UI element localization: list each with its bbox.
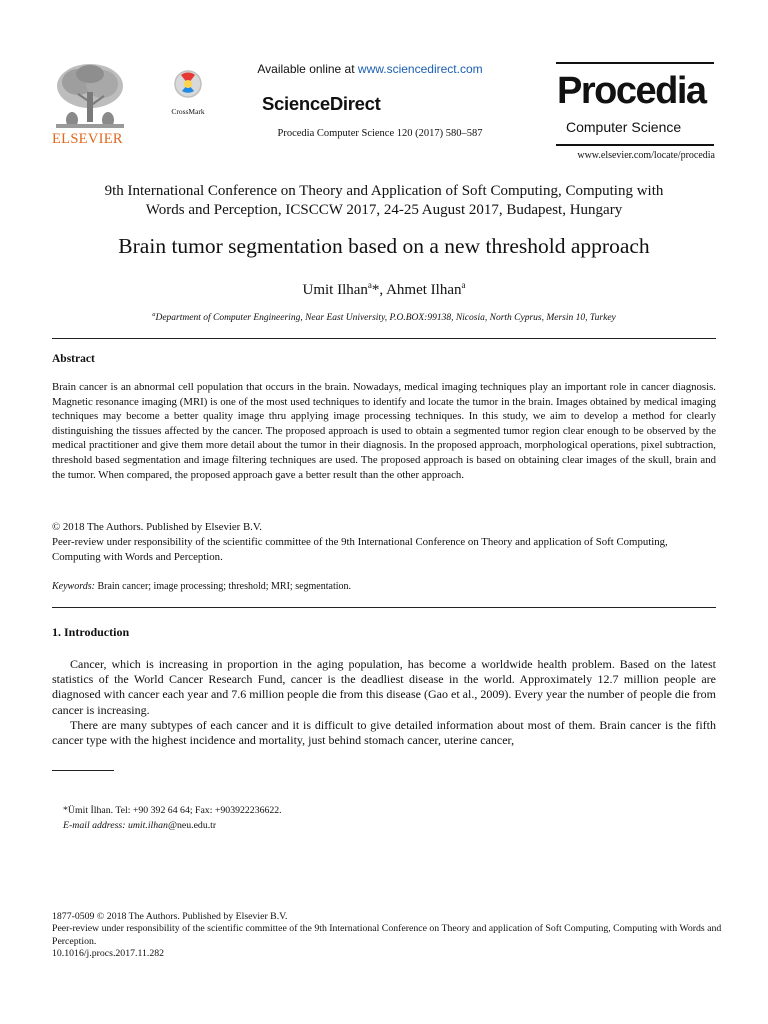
footer-issn-line bbox=[52, 911, 732, 923]
conference-info bbox=[40, 182, 728, 220]
copyright-line: © 2018 The Authors. Published by Elsevier B.V. bbox=[52, 521, 262, 533]
footnote-divider bbox=[52, 770, 114, 771]
conference-line-2: Words and Perception, ICSCCW 2017, 24-25 August 2017, Budapest, Hungary bbox=[145, 202, 623, 218]
email-label: E-mail address: bbox=[63, 820, 126, 831]
sciencedirect-link[interactable]: www.sciencedirect.com bbox=[357, 62, 483, 76]
author-name: Umit Ilhan bbox=[302, 282, 368, 298]
paragraph: There are many subtypes of each cancer and it is difficult to give detailed information about most of them. Brain cancer is the fifth cancer type with the highest incidence and mortality, just behind stomach cancer, uterine cancer, bbox=[52, 717, 716, 748]
author-affil-mark: a bbox=[367, 280, 372, 290]
author-affil-mark: a bbox=[461, 280, 466, 290]
elsevier-wordmark: ELSEVIER bbox=[52, 131, 123, 147]
section-heading: 1. Introduction bbox=[52, 625, 130, 639]
paper-title: Brain tumor segmentation based on a new threshold approach bbox=[118, 234, 650, 258]
keywords bbox=[52, 581, 716, 592]
footnote-contact: *Ümit İlhan. Tel: +90 392 64 64; Fax: +903922236622. bbox=[63, 805, 282, 816]
keywords-text: Brain cancer; image processing; threshold; MRI; segmentation. bbox=[94, 581, 352, 592]
paragraph: Cancer, which is increasing in proportion in the aging population, has become a worldwide health problem. Based on the latest statistics of the World Cancer Research Fund, cancer is the deadliest disease in the world. Approximately 12.7 million people are diagnosed with cancer each year and 7.6 million people die from this disease (Gao et al., 2009). Every year the number of people die from cancer is increasing. bbox=[52, 657, 716, 717]
footnote bbox=[63, 803, 282, 833]
abstract-text: Brain cancer is an abnormal cell population that occurs in the brain. Nowadays, medical imaging techniques play an important role in cancer diagnosis. Magnetic resonance imaging (MRI) is one of the most used techniques to identify and locate the tumor in the brain. Images obtained by medical imaging techniques may become a better quality image thru applying image processing techniques. In this study, we aim to develop a method for clearly distinguishing the tissues affected by the cancer. The proposed approach is used to obtain a segmented tumor region clear enough to be observed by the medical practitioner and give them more detail about the tumor in their diagnosis. In the proposed approach, morphological operations, pixel subtraction, threshold based segmentation and image filtering techniques are used. The proposed approach is based on obtaining clear images of the skull, brain and the tumor. When compared, the proposed approach gave a better result than the other approach. bbox=[52, 381, 716, 481]
elsevier-url[interactable]: www.elsevier.com/locate/procedia bbox=[577, 150, 715, 161]
page-footer bbox=[52, 911, 732, 961]
procedia-logo-title: Procedia bbox=[557, 70, 706, 112]
crossmark-icon bbox=[173, 69, 203, 101]
crossmark-badge[interactable] bbox=[166, 69, 210, 119]
journal-citation: Procedia Computer Science 120 (2017) 580–587 bbox=[277, 128, 483, 139]
sciencedirect-logo: ScienceDirect bbox=[262, 93, 381, 114]
corresponding-mark: *, bbox=[371, 282, 387, 298]
procedia-logo bbox=[556, 62, 714, 146]
divider bbox=[52, 338, 716, 339]
crossmark-label: CrossMark bbox=[171, 107, 205, 116]
procedia-logo-subtitle: Computer Science bbox=[566, 119, 682, 135]
available-online-text: Available online at bbox=[257, 62, 358, 76]
available-online bbox=[220, 62, 520, 76]
author-name: Ahmet Ilhan bbox=[386, 282, 462, 298]
doi[interactable]: 10.1016/j.procs.2017.11.282 bbox=[52, 948, 165, 960]
introduction-body bbox=[52, 657, 716, 748]
author-list bbox=[40, 280, 728, 299]
divider bbox=[52, 607, 716, 608]
email-address-domain[interactable]: @neu.edu.tr bbox=[167, 820, 217, 831]
affiliation-mark: a bbox=[152, 311, 156, 318]
affiliation-text: Department of Computer Engineering, Near East University, P.O.BOX:99138, Nicosia, North Cyprus, Mersin 10, Turkey bbox=[155, 313, 616, 324]
issn: 1877-0509 bbox=[52, 911, 95, 922]
copyright-notice bbox=[52, 520, 716, 565]
conference-line-1: 9th International Conference on Theory and Application of Soft Computing, Computing with bbox=[104, 183, 664, 199]
footer-peer-review: Peer-review under responsibility of the scientific committee of the 9th International Conference on Theory and application of Soft Computing, Computing with Words and Perception. bbox=[52, 923, 722, 947]
keywords-label: Keywords: bbox=[52, 581, 95, 592]
footnote-email bbox=[63, 818, 282, 833]
affiliation bbox=[40, 311, 728, 323]
peer-review-line: Peer-review under responsibility of the scientific committee of the 9th International Conference on Theory and application of Soft Computing, Computing with Words and Perception. bbox=[52, 536, 668, 563]
abstract-heading: Abstract bbox=[52, 353, 95, 365]
email-address-user[interactable]: umit.ilhan bbox=[125, 820, 168, 831]
footer-copyright: © 2018 The Authors. Published by Elsevier B.V. bbox=[94, 911, 288, 922]
